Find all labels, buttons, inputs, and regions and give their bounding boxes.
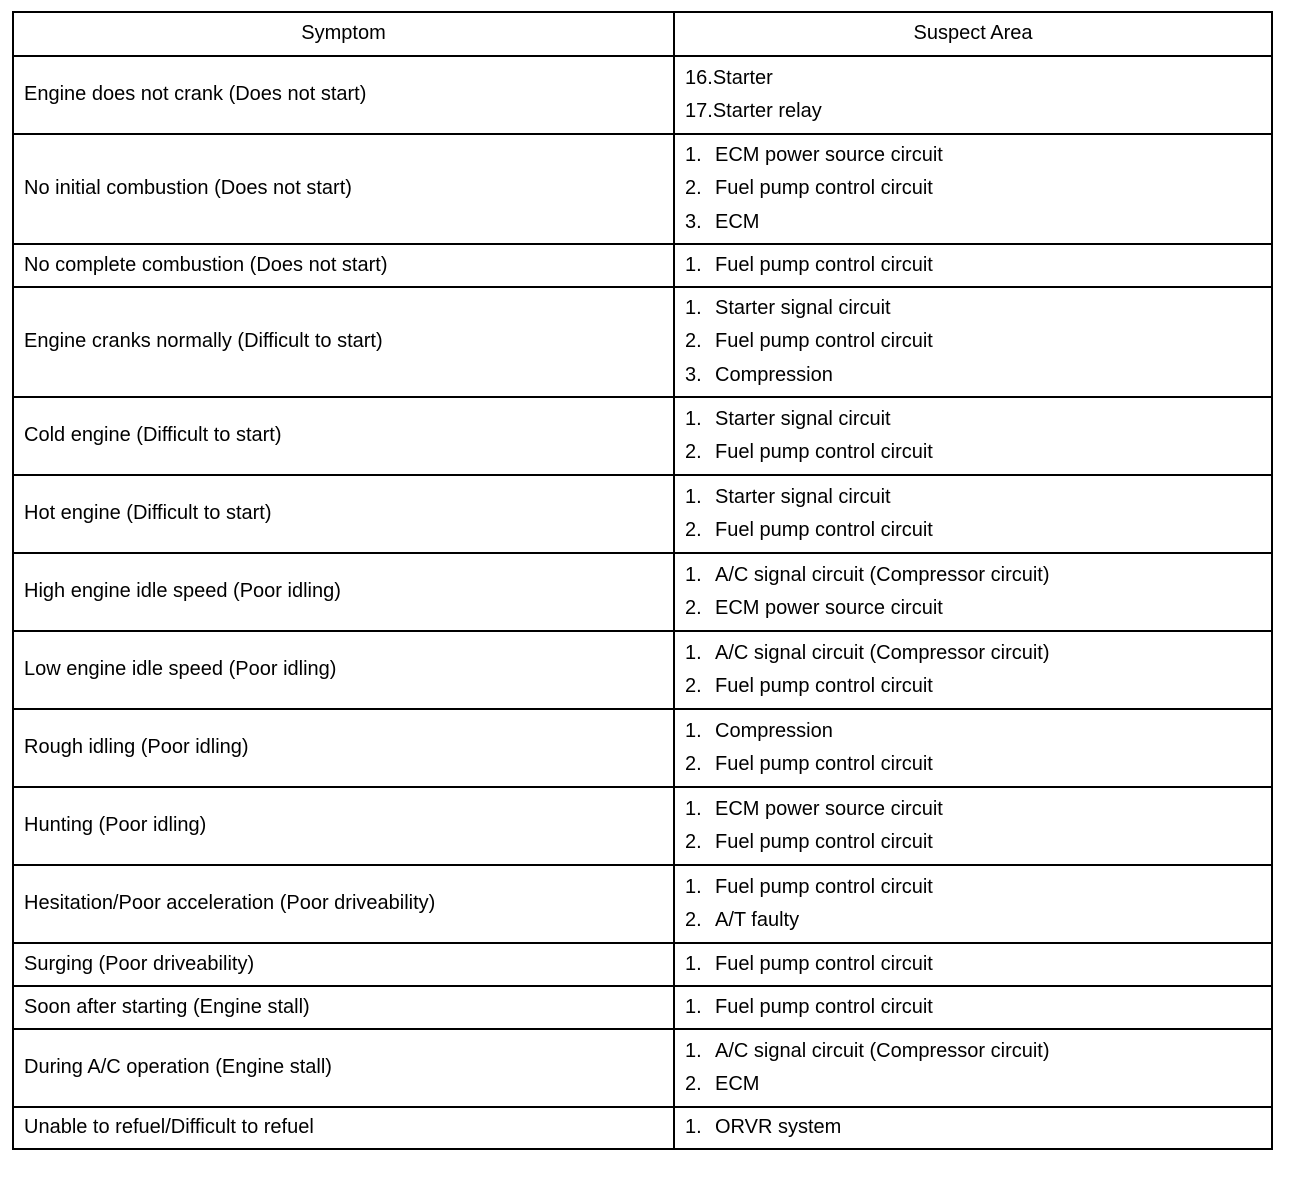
table-row <box>13 631 1272 709</box>
suspect-area-text: Starter <box>712 66 773 89</box>
suspect-area-cell <box>674 865 1272 943</box>
suspect-area-cell <box>674 553 1272 631</box>
suspect-area-item <box>685 1035 1261 1069</box>
suspect-area-item <box>685 292 1261 326</box>
suspect-area-cell <box>674 986 1272 1029</box>
table-row <box>13 943 1272 986</box>
suspect-area-item <box>685 249 1261 283</box>
symptom-cell: No initial combustion (Does not start) <box>13 134 674 244</box>
suspect-area-item <box>685 871 1261 905</box>
suspect-area-number: 17. <box>685 100 713 122</box>
table-row <box>13 244 1272 287</box>
suspect-area-item <box>685 592 1261 626</box>
suspect-area-cell <box>674 1107 1272 1149</box>
symptom-cell: During A/C operation (Engine stall) <box>13 1029 674 1107</box>
suspect-area-item <box>685 1111 1261 1145</box>
suspect-area-number: 1. <box>685 995 702 1018</box>
table-row <box>13 709 1272 787</box>
table-row <box>13 1029 1272 1107</box>
table-row <box>13 56 1272 134</box>
suspect-area-item <box>685 206 1261 240</box>
table-body <box>13 56 1272 1149</box>
suspect-area-number: 1. <box>685 563 702 586</box>
suspect-area-number: 1. <box>685 1039 702 1062</box>
suspect-area-item <box>685 637 1261 671</box>
symptom-cell: Cold engine (Difficult to start) <box>13 397 674 475</box>
table-row <box>13 475 1272 553</box>
suspect-area-cell <box>674 631 1272 709</box>
suspect-area-number: 2. <box>685 330 702 353</box>
suspect-area-number: 2. <box>685 597 702 619</box>
suspect-area-number: 1. <box>685 1116 702 1139</box>
suspect-area-number: 2. <box>685 441 702 463</box>
suspect-area-number: 2. <box>685 753 702 775</box>
suspect-area-number: 2. <box>685 675 702 697</box>
suspect-area-item <box>685 670 1261 704</box>
symptom-cell: Unable to refuel/Difficult to refuel <box>13 1107 674 1149</box>
symptom-cell: Hunting (Poor idling) <box>13 787 674 865</box>
table-row <box>13 553 1272 631</box>
suspect-area-cell <box>674 709 1272 787</box>
header-symptom: Symptom <box>13 12 674 56</box>
header-row <box>13 12 1272 56</box>
suspect-area-text: Fuel pump control circuit <box>715 441 933 463</box>
table-row <box>13 134 1272 244</box>
suspect-area-item <box>685 95 1261 129</box>
suspect-area-text: Fuel pump control circuit <box>715 753 933 775</box>
symptom-cell: Rough idling (Poor idling) <box>13 709 674 787</box>
suspect-area-text: ECM <box>715 210 760 233</box>
suspect-area-text: A/C signal circuit (Compressor circuit) <box>715 563 1050 586</box>
suspect-area-text: ORVR system <box>715 1116 842 1139</box>
suspect-area-number: 3. <box>685 363 702 386</box>
suspect-area-item <box>685 748 1261 782</box>
suspect-area-number: 2. <box>685 177 702 200</box>
suspect-area-number: 1. <box>685 407 702 430</box>
suspect-area-number: 16. <box>685 66 713 89</box>
suspect-area-number: 1. <box>685 253 702 276</box>
suspect-area-number: 1. <box>685 143 702 166</box>
suspect-area-item <box>685 826 1261 860</box>
suspect-area-number: 1. <box>685 641 702 664</box>
suspect-area-text: Fuel pump control circuit <box>715 952 933 975</box>
suspect-area-text: Fuel pump control circuit <box>715 995 933 1018</box>
suspect-area-text: ECM power source circuit <box>715 797 943 820</box>
suspect-area-text: Compression <box>715 363 833 386</box>
suspect-area-number: 1. <box>685 296 702 319</box>
symptom-cell: No complete combustion (Does not start) <box>13 244 674 287</box>
suspect-area-cell <box>674 943 1272 986</box>
symptom-cell: Soon after starting (Engine stall) <box>13 986 674 1029</box>
symptom-cell: Surging (Poor driveability) <box>13 943 674 986</box>
suspect-area-text: ECM power source circuit <box>715 143 943 166</box>
suspect-area-item <box>685 436 1261 470</box>
table-row <box>13 397 1272 475</box>
suspect-area-cell <box>674 134 1272 244</box>
suspect-area-number: 1. <box>685 485 702 508</box>
suspect-area-text: Starter signal circuit <box>715 296 891 319</box>
table-row <box>13 787 1272 865</box>
suspect-area-text: Fuel pump control circuit <box>715 831 933 853</box>
suspect-area-number: 3. <box>685 210 702 233</box>
suspect-area-number: 2. <box>685 909 702 931</box>
symptom-cell: Hot engine (Difficult to start) <box>13 475 674 553</box>
symptom-cell: Low engine idle speed (Poor idling) <box>13 631 674 709</box>
suspect-area-text: Starter signal circuit <box>715 407 891 430</box>
suspect-area-number: 1. <box>685 875 702 898</box>
suspect-area-cell <box>674 475 1272 553</box>
suspect-area-number: 2. <box>685 519 702 541</box>
suspect-area-item <box>685 62 1261 96</box>
suspect-area-item <box>685 904 1261 938</box>
suspect-area-number: 1. <box>685 952 702 975</box>
suspect-area-text: Fuel pump control circuit <box>715 675 933 697</box>
suspect-area-text: Starter relay <box>712 100 822 122</box>
suspect-area-cell <box>674 787 1272 865</box>
table-row <box>13 865 1272 943</box>
suspect-area-text: ECM power source circuit <box>715 597 943 619</box>
suspect-area-number: 2. <box>685 1073 702 1095</box>
suspect-area-text: Fuel pump control circuit <box>715 330 933 353</box>
suspect-area-item <box>685 172 1261 206</box>
suspect-area-cell <box>674 397 1272 475</box>
suspect-area-item <box>685 139 1261 173</box>
suspect-area-text: Fuel pump control circuit <box>715 253 933 276</box>
suspect-area-text: Fuel pump control circuit <box>715 519 933 541</box>
suspect-area-item <box>685 948 1261 982</box>
suspect-area-item <box>685 991 1261 1025</box>
suspect-area-text: Fuel pump control circuit <box>715 875 933 898</box>
suspect-area-item <box>685 559 1261 593</box>
header-suspect-area: Suspect Area <box>674 12 1272 56</box>
table-row <box>13 287 1272 397</box>
suspect-area-cell <box>674 287 1272 397</box>
suspect-area-item <box>685 325 1261 359</box>
suspect-area-number: 1. <box>685 797 702 820</box>
table-row <box>13 1107 1272 1149</box>
suspect-area-item <box>685 514 1261 548</box>
suspect-area-item <box>685 793 1261 827</box>
suspect-area-item <box>685 1068 1261 1102</box>
suspect-area-cell <box>674 1029 1272 1107</box>
suspect-area-text: A/C signal circuit (Compressor circuit) <box>715 1039 1050 1062</box>
suspect-area-number: 2. <box>685 831 702 853</box>
suspect-area-text: A/T faulty <box>715 909 800 931</box>
suspect-area-text: A/C signal circuit (Compressor circuit) <box>715 641 1050 664</box>
suspect-area-number: 1. <box>685 719 702 742</box>
symptom-cell: Engine cranks normally (Difficult to start) <box>13 287 674 397</box>
symptom-cell: Hesitation/Poor acceleration (Poor driveability) <box>13 865 674 943</box>
suspect-area-cell <box>674 56 1272 134</box>
symptom-cell: High engine idle speed (Poor idling) <box>13 553 674 631</box>
suspect-area-item <box>685 403 1261 437</box>
suspect-area-item <box>685 359 1261 393</box>
suspect-area-cell <box>674 244 1272 287</box>
symptom-cell: Engine does not crank (Does not start) <box>13 56 674 134</box>
symptom-table <box>12 11 1273 1150</box>
suspect-area-text: Compression <box>715 719 833 742</box>
suspect-area-text: ECM <box>715 1073 760 1095</box>
table-row <box>13 986 1272 1029</box>
suspect-area-item <box>685 481 1261 515</box>
suspect-area-item <box>685 715 1261 749</box>
suspect-area-text: Fuel pump control circuit <box>715 177 933 200</box>
suspect-area-text: Starter signal circuit <box>715 485 891 508</box>
